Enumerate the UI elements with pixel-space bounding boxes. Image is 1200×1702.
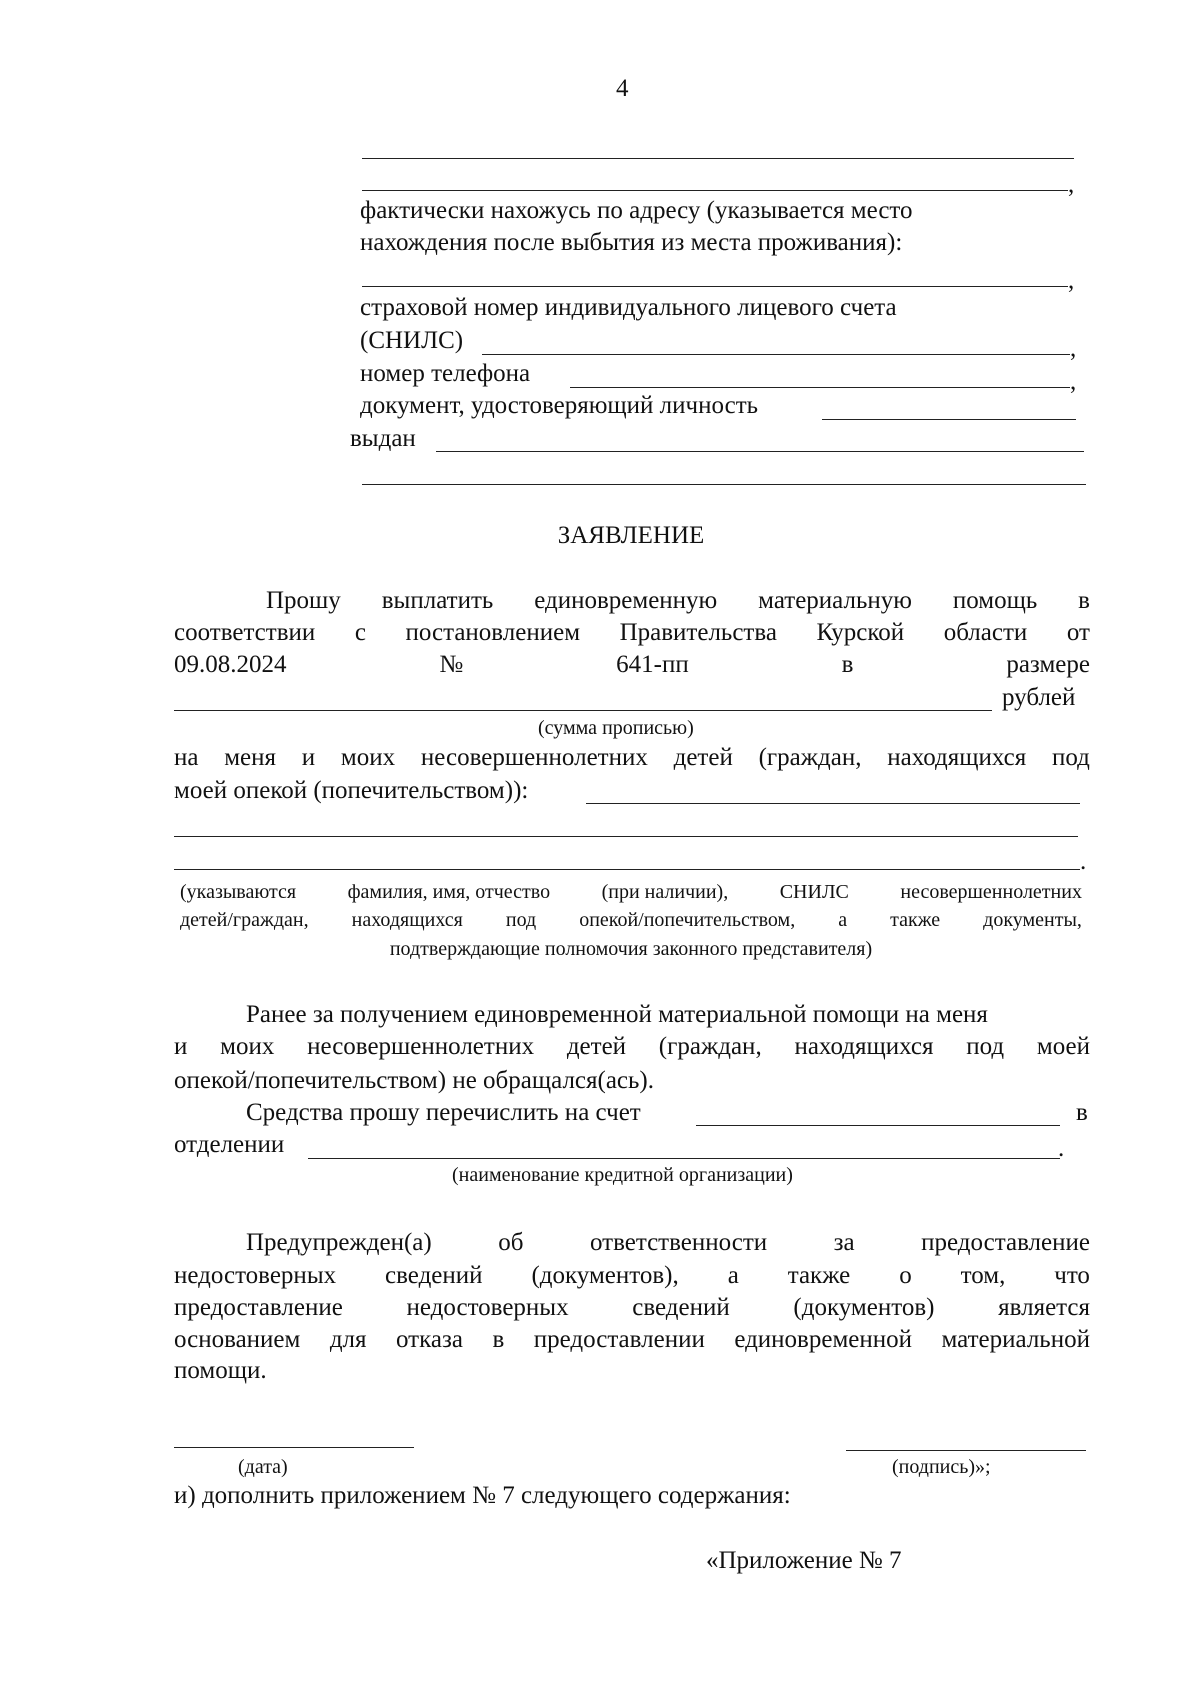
phone-field-line[interactable] (570, 387, 1070, 388)
id-document-field-line[interactable] (822, 419, 1076, 420)
children-line-1: на меня и моих несовершеннолетних детей (граждан, находящихся под (174, 744, 1090, 771)
issued-field-line[interactable] (436, 451, 1084, 452)
amendment-text: и) дополнить приложением № 7 следующего содержания: (174, 1482, 791, 1509)
issued-label: выдан (350, 425, 416, 452)
issued-field-line-2[interactable] (362, 484, 1086, 485)
amount-caption: (сумма прописью) (538, 717, 694, 739)
address-line-1 (362, 158, 1074, 159)
children-line-2: моей опекой (попечительством)): (174, 777, 529, 804)
rubles-label: рублей (1002, 684, 1076, 711)
actual-address-label-line2: нахождения после выбытия из места проживания): (360, 229, 903, 256)
request-line-2: соответствии с постановлением Правительства Курской области от (174, 619, 1090, 646)
address-line-2 (362, 190, 1068, 191)
warning-line-3: предоставление недостоверных сведений (документов) является (174, 1294, 1090, 1321)
account-in-label: в (1076, 1099, 1088, 1126)
children-field-line-3[interactable] (174, 869, 1080, 870)
warning-line-2: недостоверных сведений (документов), а также о том, что (174, 1262, 1090, 1289)
snils-label-line1: страховой номер индивидуального лицевого счета (360, 294, 897, 321)
branch-period: . (1058, 1135, 1065, 1162)
children-note-line-2: детей/граждан, находящихся под опекой/попечительством, а также документы, (180, 909, 1082, 931)
children-field-line[interactable] (586, 803, 1080, 804)
branch-field-line[interactable] (308, 1158, 1060, 1159)
warning-line-4: основанием для отказа в предоставлении единовременной материальной (174, 1326, 1090, 1353)
actual-address-label-line1: фактически нахожусь по адресу (указывается место (360, 197, 913, 224)
children-field-line-2[interactable] (174, 836, 1078, 837)
actual-address-field-line[interactable] (362, 286, 1068, 287)
signature-field-line[interactable] (846, 1450, 1086, 1451)
snils-label: (СНИЛС) (360, 327, 464, 354)
children-note-line-3: подтверждающие полномочия законного представителя) (389, 938, 873, 960)
previous-line-1: Ранее за получением единовременной материальной помощи на меня (246, 1001, 988, 1028)
actual-address-comma: , (1068, 267, 1075, 294)
date-caption: (дата) (238, 1456, 288, 1478)
date-field-line[interactable] (174, 1447, 414, 1448)
account-field-line[interactable] (696, 1125, 1060, 1126)
request-line-3: 09.08.2024 № 641-пп в размере (174, 651, 1090, 678)
appendix-heading: «Приложение № 7 (706, 1547, 902, 1574)
warning-line-5: помощи. (174, 1357, 267, 1384)
request-line-1: Прошу выплатить единовременную материальную помощь в (266, 587, 1090, 614)
warning-line-1: Предупрежден(а) об ответственности за предоставление (246, 1229, 1090, 1256)
children-period: . (1080, 848, 1087, 875)
branch-label: отделении (174, 1131, 285, 1158)
signature-caption: (подпись)»; (892, 1456, 991, 1478)
page-number: 4 (616, 75, 629, 102)
address-comma: , (1068, 171, 1075, 198)
previous-line-3: опекой/попечительством) не обращался(ась). (174, 1067, 655, 1094)
phone-label: номер телефона (360, 360, 531, 387)
snils-field-line[interactable] (482, 354, 1070, 355)
snils-comma: , (1070, 335, 1077, 362)
children-note-line-1: (указываются фамилия, имя, отчество (при наличии), СНИЛС несовершеннолетних (180, 881, 1082, 903)
document-title: ЗАЯВЛЕНИЕ (557, 522, 705, 549)
id-document-label: документ, удостоверяющий личность (360, 392, 759, 419)
previous-line-2: и моих несовершеннолетних детей (граждан, находящихся под моей (174, 1033, 1090, 1060)
amount-field-line[interactable] (174, 710, 992, 711)
account-label: Средства прошу перечислить на счет (246, 1099, 641, 1126)
bank-caption: (наименование кредитной организации) (452, 1164, 793, 1186)
phone-comma: , (1070, 368, 1077, 395)
